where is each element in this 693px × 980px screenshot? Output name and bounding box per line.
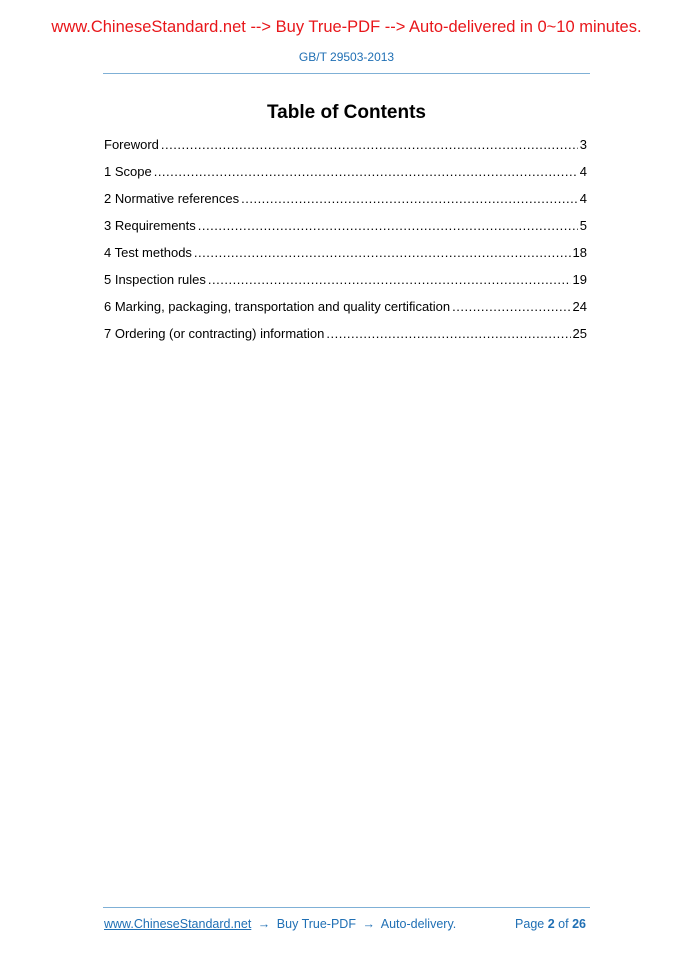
table-of-contents — [104, 137, 587, 353]
toc-entry-inspection-rules[interactable] — [104, 272, 587, 299]
toc-entry-normative-references[interactable] — [104, 191, 587, 218]
toc-dot-leader — [194, 245, 571, 261]
toc-entry-label: 2 Normative references — [104, 191, 240, 206]
toc-entry-test-methods[interactable] — [104, 245, 587, 272]
page-indicator — [515, 917, 586, 931]
of-word: of — [558, 917, 569, 931]
banner-text: www.ChineseStandard.net --> Buy True-PDF --> Auto-delivered in 0~10 minutes. — [51, 18, 642, 36]
toc-dot-leader — [326, 326, 570, 342]
document-code: GB/T 29503-2013 — [298, 50, 395, 64]
toc-entry-label: 6 Marking, packaging, transportation and quality certification — [104, 299, 451, 314]
toc-entry-page: 19 — [572, 272, 587, 287]
footer-delivery-text: Auto-delivery. — [380, 917, 457, 931]
toc-dot-leader — [161, 137, 578, 153]
footer-divider — [103, 907, 590, 908]
toc-entry-label: 4 Test methods — [104, 245, 192, 260]
page-word: Page — [515, 917, 545, 931]
toc-dot-leader — [208, 272, 571, 288]
header-divider — [103, 73, 590, 74]
toc-entry-page: 24 — [572, 299, 587, 314]
toc-dot-leader — [241, 191, 578, 207]
toc-entry-page: 4 — [579, 164, 587, 179]
footer-left — [104, 917, 456, 931]
toc-title: Table of Contents — [266, 102, 427, 123]
toc-dot-leader — [452, 299, 570, 315]
footer — [104, 917, 586, 931]
page-total: 26 — [572, 917, 586, 931]
toc-entry-label: Foreword — [104, 137, 159, 152]
page-current: 2 — [547, 917, 555, 931]
footer-website-link[interactable]: www.ChineseStandard.net — [104, 917, 252, 931]
toc-dot-leader — [198, 218, 578, 234]
toc-entry-page: 18 — [572, 245, 587, 260]
toc-entry-foreword[interactable] — [104, 137, 587, 164]
toc-entry-page: 4 — [579, 191, 587, 206]
toc-entry-page: 25 — [572, 326, 587, 341]
toc-entry-label: 7 Ordering (or contracting) information — [104, 326, 325, 341]
arrow-right-icon: → — [257, 917, 271, 931]
toc-entry-label: 5 Inspection rules — [104, 272, 206, 287]
arrow-right-icon: → — [362, 917, 375, 931]
toc-entry-page: 3 — [579, 137, 587, 152]
toc-entry-requirements[interactable] — [104, 218, 587, 245]
toc-entry-label: 3 Requirements — [104, 218, 196, 233]
footer-buy-text: Buy True-PDF — [276, 917, 356, 931]
toc-entry-ordering-information[interactable] — [104, 326, 587, 353]
toc-entry-page: 5 — [579, 218, 587, 233]
toc-entry-marking-packaging[interactable] — [104, 299, 587, 326]
toc-entry-label: 1 Scope — [104, 164, 152, 179]
toc-entry-scope[interactable] — [104, 164, 587, 191]
toc-dot-leader — [154, 164, 578, 180]
